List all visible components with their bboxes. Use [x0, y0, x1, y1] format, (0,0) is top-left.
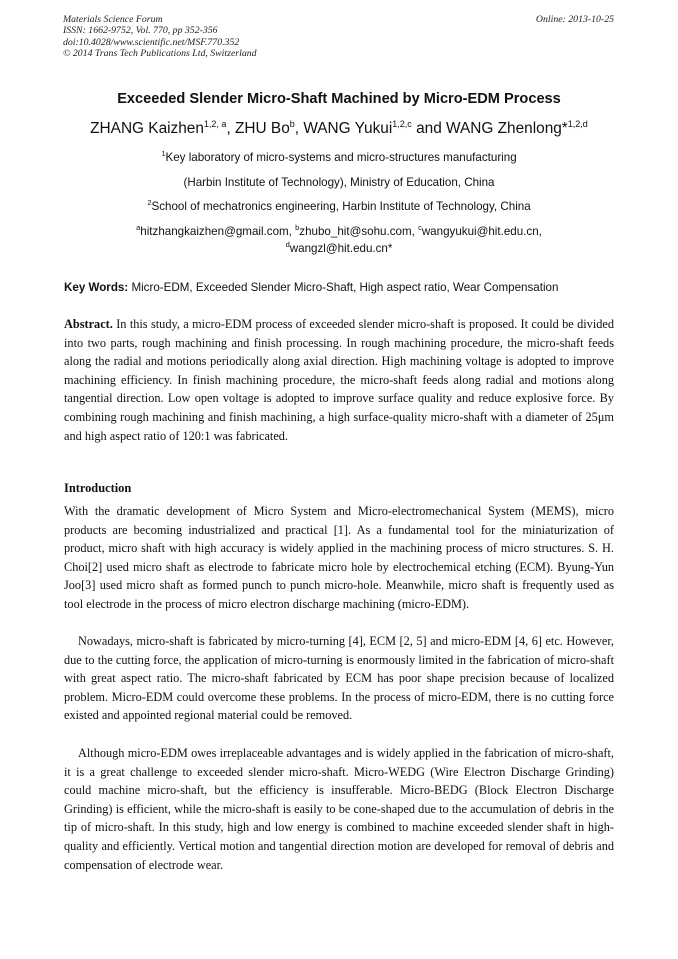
affiliation-mark: 1	[161, 149, 166, 158]
journal-issn: ISSN: 1662-9752, Vol. 770, pp 352-356	[63, 25, 218, 37]
online-date: Online: 2013-10-25	[535, 14, 614, 25]
email-mark: a	[136, 223, 141, 232]
email-mark: c	[418, 223, 422, 232]
email-line-1	[0, 225, 678, 239]
email-address: wangzl@hit.edu.cn*	[289, 242, 393, 255]
affiliation-text: School of mechatronics engineering, Harbin Institute of Technology, China	[151, 200, 531, 213]
author-affiliation-mark: 1,2, a	[203, 119, 227, 129]
journal-header	[63, 14, 257, 59]
email-line-2	[0, 242, 678, 256]
email-mark: d	[285, 240, 290, 249]
keywords-label: Key Words:	[64, 281, 129, 294]
email-address: zhubo_hit@sohu.com,	[299, 225, 419, 238]
intro-paragraph-3: Although micro-EDM owes irreplaceable advantages and is widely applied in the fabrication of micro-shaft, it is a great challenge to exceeded slender micro-shaft. Micro-WEDG (Wire Electron Discharge Grinding) could machine micro-shaft, but the efficiency is insufferable. Micro-BEDG (Block Electron Discharge Grinding) is efficient, while the micro-shaft is easily to be cone-shaped due to the accumulation of debris in the tip of micro-shaft. In this study, high and low energy is combined to machine exceeded slender shaft in high-quality and efficiently. Vertical motion and tangential direction motion are developed for removal of debris and compensation of electrode wear.	[64, 746, 614, 872]
email-mark: b	[295, 223, 300, 232]
author-separator: ,	[226, 120, 236, 137]
abstract-label: Abstract.	[64, 317, 113, 331]
abstract	[64, 315, 614, 445]
affiliation-2	[0, 200, 678, 214]
author-list	[0, 119, 678, 139]
paper-title: Exceeded Slender Micro-Shaft Machined by Micro-EDM Process	[117, 91, 561, 107]
section-heading: Introduction	[64, 481, 132, 495]
affiliation-1-line-1	[0, 151, 678, 165]
affiliation-1-line-2: (Harbin Institute of Technology), Ministry of Education, China	[183, 176, 495, 189]
author-affiliation-mark: b	[289, 119, 295, 129]
journal-doi: doi:10.4028/www.scientific.net/MSF.770.352	[63, 36, 240, 48]
intro-paragraph-2: Nowadays, micro-shaft is fabricated by micro-turning [4], ECM [2, 5] and micro-EDM [4, 6] etc. However, due to the cutting force, the application of micro-turning is enormously limited in the fabrication of micro-shaft with great aspect ratio. The micro-shaft fabricated by ECM has poor shape precision because of localized problem. Micro-EDM could overcome these problems. In the process of micro-EDM, there is no cutting force existed and appointed regional material could be removed.	[64, 634, 614, 723]
abstract-text: In this study, a micro-EDM process of exceeded slender micro-shaft is proposed. It could be divided into two parts, rough machining and finish processing. In rough machining procedure, the micro-shaft feeds along the radial and motions periodically along axial direction. High machining voltage is adopted to improve machining efficiency. In finish machining procedure, the micro-shaft feeds along radial and motions along tangential direction. Low open voltage is adopted to improve surface quality and reduce explosive force. By combining rough machining and finish machining, a high surface-quality micro-shaft with a diameter of 25μm and high aspect ratio of 120:1 was fabricated.	[64, 317, 614, 443]
keywords-text: Micro-EDM, Exceeded Slender Micro-Shaft, High aspect ratio, Wear Compensation	[128, 281, 559, 294]
author-separator: ,	[294, 120, 304, 137]
author-name: ZHANG Kaizhen	[90, 120, 204, 137]
keywords	[64, 281, 616, 295]
email-address: hitzhangkaizhen@gmail.com,	[140, 225, 296, 238]
journal-name: Materials Science Forum	[63, 14, 163, 25]
affiliation-text: Key laboratory of micro-systems and micro-structures manufacturing	[165, 151, 517, 164]
author-name: ZHU Bo	[235, 120, 290, 137]
author-separator: and	[411, 120, 447, 137]
author-affiliation-mark: 1,2,d	[567, 119, 588, 129]
intro-paragraph-1: With the dramatic development of Micro System and Micro-electromechanical System (MEMS), micro products are becoming industrialized and practical [1]. As a fundamental tool for the miniaturization of product, micro shaft with high accuracy is widely applied in the machining process of micro structures. S. H. Choi[2] used micro shaft as electrode to fabricate micro hole by electrochemical etching (ECM). Byung-Yun Joo[3] used micro shaft as formed punch to punch micro-hole. Meanwhile, micro shaft is frequently used as tool electrode in the process of micro electron discharge machining (micro-EDM).	[64, 504, 614, 611]
affiliation-mark: 2	[147, 198, 152, 207]
author-affiliation-mark: 1,2,c	[392, 119, 412, 129]
email-address: wangyukui@hit.edu.cn,	[421, 225, 542, 238]
journal-copyright: © 2014 Trans Tech Publications Ltd, Switzerland	[63, 47, 257, 59]
author-name: WANG Zhenlong*	[446, 120, 568, 137]
author-name: WANG Yukui	[303, 120, 393, 137]
